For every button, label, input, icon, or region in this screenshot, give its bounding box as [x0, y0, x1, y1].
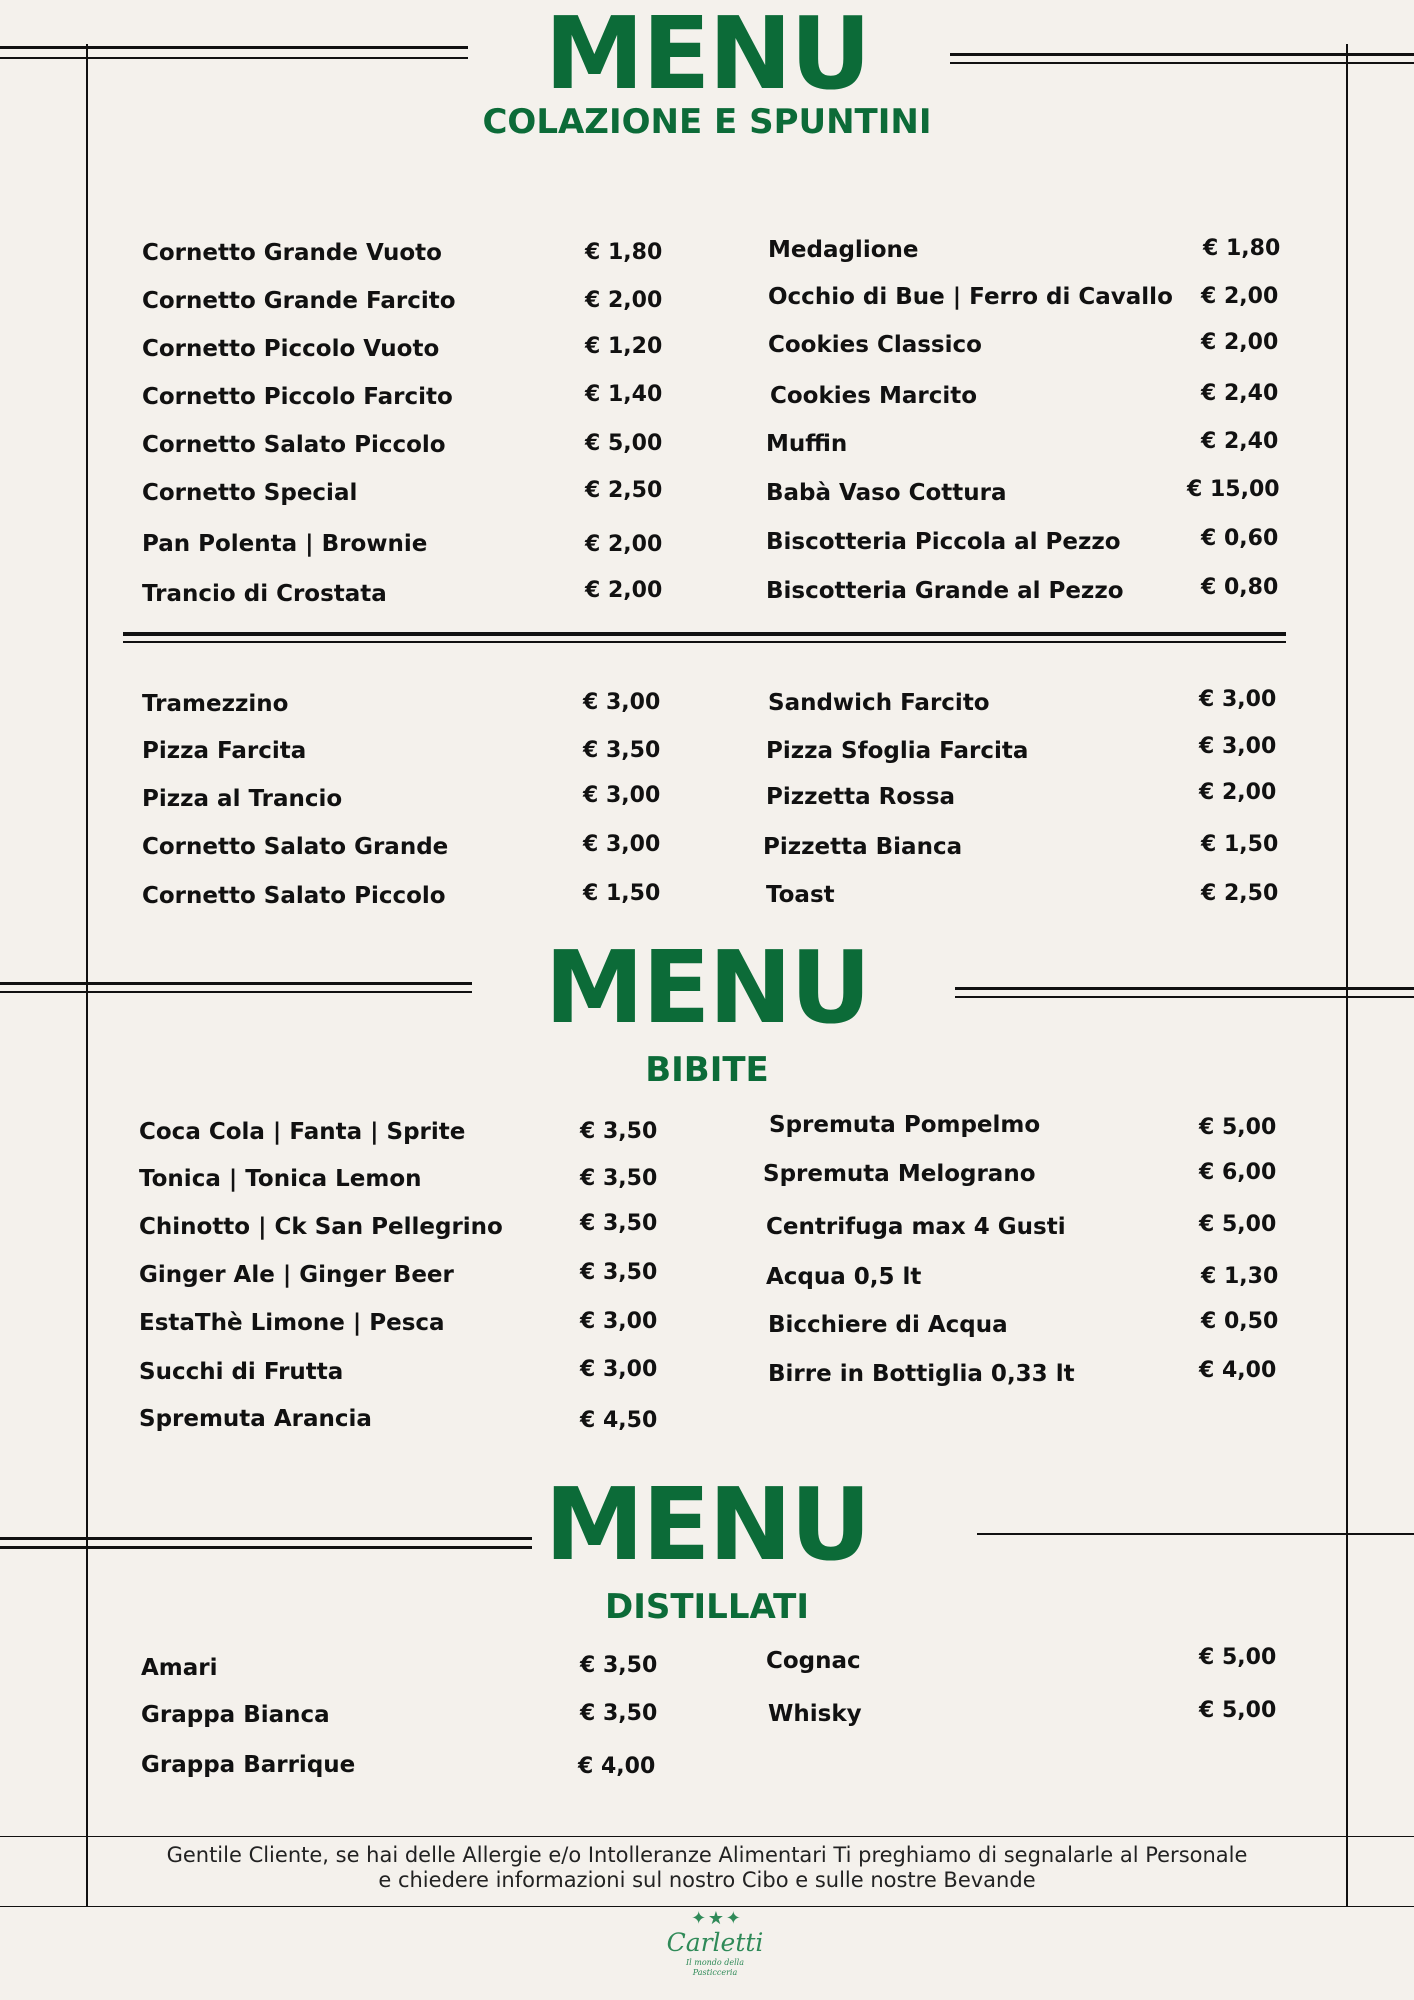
menu-item-name: Pizza Farcita [142, 738, 307, 764]
menu-title-colazione: MENU [544, 0, 870, 112]
menu-item-name: Cognac [766, 1648, 861, 1674]
menu-item-name: EstaThè Limone | Pesca [139, 1310, 445, 1336]
menu-item-price: € 3,50 [580, 1701, 658, 1726]
menu-item-name: Cookies Classico [768, 332, 982, 358]
menu-item-price: € 2,40 [1201, 381, 1279, 406]
menu-item-price: € 3,00 [583, 832, 661, 857]
section-divider [123, 632, 1286, 636]
menu-item-name: Biscotteria Piccola al Pezzo [766, 529, 1121, 555]
menu-item-price: € 2,50 [585, 478, 663, 503]
footer-top-line [0, 1836, 1414, 1837]
section-subtitle-distillati: DISTILLATI [604, 1587, 810, 1627]
menu-item-name: Trancio di Crostata [142, 581, 387, 607]
menu-item-name: Tramezzino [142, 691, 289, 717]
menu-title-distillati: MENU [544, 1466, 870, 1583]
menu-item-price: € 2,00 [1199, 780, 1277, 805]
menu-item-price: € 2,00 [1201, 330, 1279, 355]
menu-item-price: € 1,30 [1201, 1264, 1279, 1289]
menu-item-price: € 1,50 [583, 881, 661, 906]
menu-item-name: Cornetto Grande Vuoto [142, 240, 442, 266]
menu-item-price: € 2,00 [585, 532, 663, 557]
menu-item-price: € 1,40 [585, 382, 663, 407]
menu-item-name: Birre in Bottiglia 0,33 lt [768, 1361, 1075, 1387]
menu-item-name: Bicchiere di Acqua [768, 1312, 1008, 1338]
menu-item-price: € 3,00 [583, 783, 661, 808]
menu-item-name: Coca Cola | Fanta | Sprite [139, 1119, 466, 1145]
menu-item-name: Succhi di Frutta [139, 1359, 344, 1385]
menu-item-price: € 3,00 [580, 1357, 658, 1382]
menu-item-price: € 0,50 [1201, 1309, 1279, 1334]
menu-item-name: Whisky [768, 1701, 862, 1727]
menu-item-name: Pizzetta Rossa [766, 784, 956, 810]
menu-item-price: € 3,00 [583, 690, 661, 715]
menu-item-name: Babà Vaso Cottura [766, 480, 1007, 506]
menu-item-name: Toast [766, 882, 835, 908]
menu-item-price: € 4,00 [578, 1754, 656, 1779]
menu-item-price: € 2,00 [585, 578, 663, 603]
carletti-logo [665, 1910, 765, 1994]
menu-item-price: € 0,80 [1201, 575, 1279, 600]
menu-item-price: € 2,40 [1201, 429, 1279, 454]
menu-item-name: Cornetto Salato Piccolo [142, 432, 446, 458]
menu-item-price: € 1,80 [585, 240, 663, 265]
menu-item-price: € 3,50 [580, 1119, 658, 1144]
menu-item-price: € 1,20 [585, 334, 663, 359]
menu-item-name: Pizzetta Bianca [763, 834, 963, 860]
menu-item-price: € 5,00 [1199, 1698, 1277, 1723]
menu-item-price: € 5,00 [1199, 1212, 1277, 1237]
menu-item-name: Biscotteria Grande al Pezzo [766, 578, 1124, 604]
menu-item-name: Cornetto Piccolo Vuoto [142, 336, 440, 362]
allergy-notice-line1: Gentile Cliente, se hai delle Allergie e/o Intolleranze Alimentari Ti preghiamo di segnalarle al Personale [166, 1843, 1248, 1867]
menu-item-price: € 5,00 [585, 431, 663, 456]
menu-item-price: € 3,00 [1199, 734, 1277, 759]
menu-item-price: € 5,00 [1199, 1115, 1277, 1140]
section-subtitle-colazione: COLAZIONE E SPUNTINI [482, 102, 932, 142]
menu-item-price: € 1,50 [1201, 832, 1279, 857]
menu-item-name: Pan Polenta | Brownie [142, 531, 428, 557]
menu-item-price: € 4,00 [1199, 1358, 1277, 1383]
menu-item-name: Cornetto Grande Farcito [142, 288, 456, 314]
menu-item-name: Cornetto Salato Grande [142, 834, 449, 860]
menu-item-name: Cornetto Special [142, 480, 358, 506]
star-icon: ✦ ★ ✦ [691, 1908, 739, 1929]
section-subtitle-bibite: BIBITE [645, 1050, 769, 1090]
menu-item-price: € 3,50 [580, 1653, 658, 1678]
logo-name: Carletti [666, 1928, 764, 1957]
menu-item-name: Spremuta Arancia [139, 1406, 372, 1432]
menu-item-name: Centrifuga max 4 Gusti [766, 1214, 1066, 1240]
menu-item-name: Grappa Bianca [141, 1702, 330, 1728]
menu-item-name: Spremuta Pompelmo [769, 1112, 1041, 1138]
menu-item-name: Pizza al Trancio [142, 786, 343, 812]
menu-item-price: € 5,00 [1199, 1645, 1277, 1670]
menu-item-name: Tonica | Tonica Lemon [139, 1166, 422, 1192]
menu-item-price: € 3,50 [583, 738, 661, 763]
logo-tagline: Il mondo della Pasticceria [685, 1958, 745, 1977]
menu-item-price: € 3,50 [580, 1166, 658, 1191]
menu-item-name: Pizza Sfoglia Farcita [766, 738, 1029, 764]
menu-item-name: Chinotto | Ck San Pellegrino [139, 1214, 503, 1240]
menu-item-name: Sandwich Farcito [768, 690, 990, 716]
menu-item-price: € 2,00 [1201, 284, 1279, 309]
menu-item-price: € 2,00 [585, 288, 663, 313]
menu-item-name: Ginger Ale | Ginger Beer [139, 1262, 454, 1288]
menu-item-name: Grappa Barrique [141, 1752, 356, 1778]
section-divider-thin [123, 641, 1286, 643]
menu-item-name: Acqua 0,5 lt [766, 1264, 922, 1290]
menu-item-name: Cornetto Piccolo Farcito [142, 384, 453, 410]
menu-item-price: € 3,50 [580, 1211, 658, 1236]
menu-item-price: € 4,50 [580, 1408, 658, 1433]
menu-item-name: Cookies Marcito [770, 383, 978, 409]
menu-title-bibite: MENU [544, 929, 870, 1046]
menu-item-price: € 3,00 [580, 1309, 658, 1334]
menu-item-name: Amari [141, 1655, 218, 1681]
menu-item-price: € 3,50 [580, 1260, 658, 1285]
menu-item-price: € 1,80 [1203, 236, 1281, 261]
menu-item-price: € 0,60 [1201, 526, 1279, 551]
footer-bottom-line [0, 1906, 1414, 1907]
menu-item-name: Occhio di Bue | Ferro di Cavallo [768, 284, 1173, 310]
menu-item-price: € 15,00 [1187, 477, 1280, 502]
menu-item-name: Cornetto Salato Piccolo [142, 883, 446, 909]
menu-item-price: € 2,50 [1201, 881, 1279, 906]
menu-item-name: Medaglione [768, 237, 919, 263]
menu-item-name: Spremuta Melograno [763, 1161, 1036, 1187]
menu-item-name: Muffin [766, 431, 848, 457]
menu-item-price: € 6,00 [1199, 1160, 1277, 1185]
menu-item-price: € 3,00 [1199, 687, 1277, 712]
allergy-notice-line2: e chiedere informazioni sul nostro Cibo e sulle nostre Bevande [378, 1868, 1036, 1892]
